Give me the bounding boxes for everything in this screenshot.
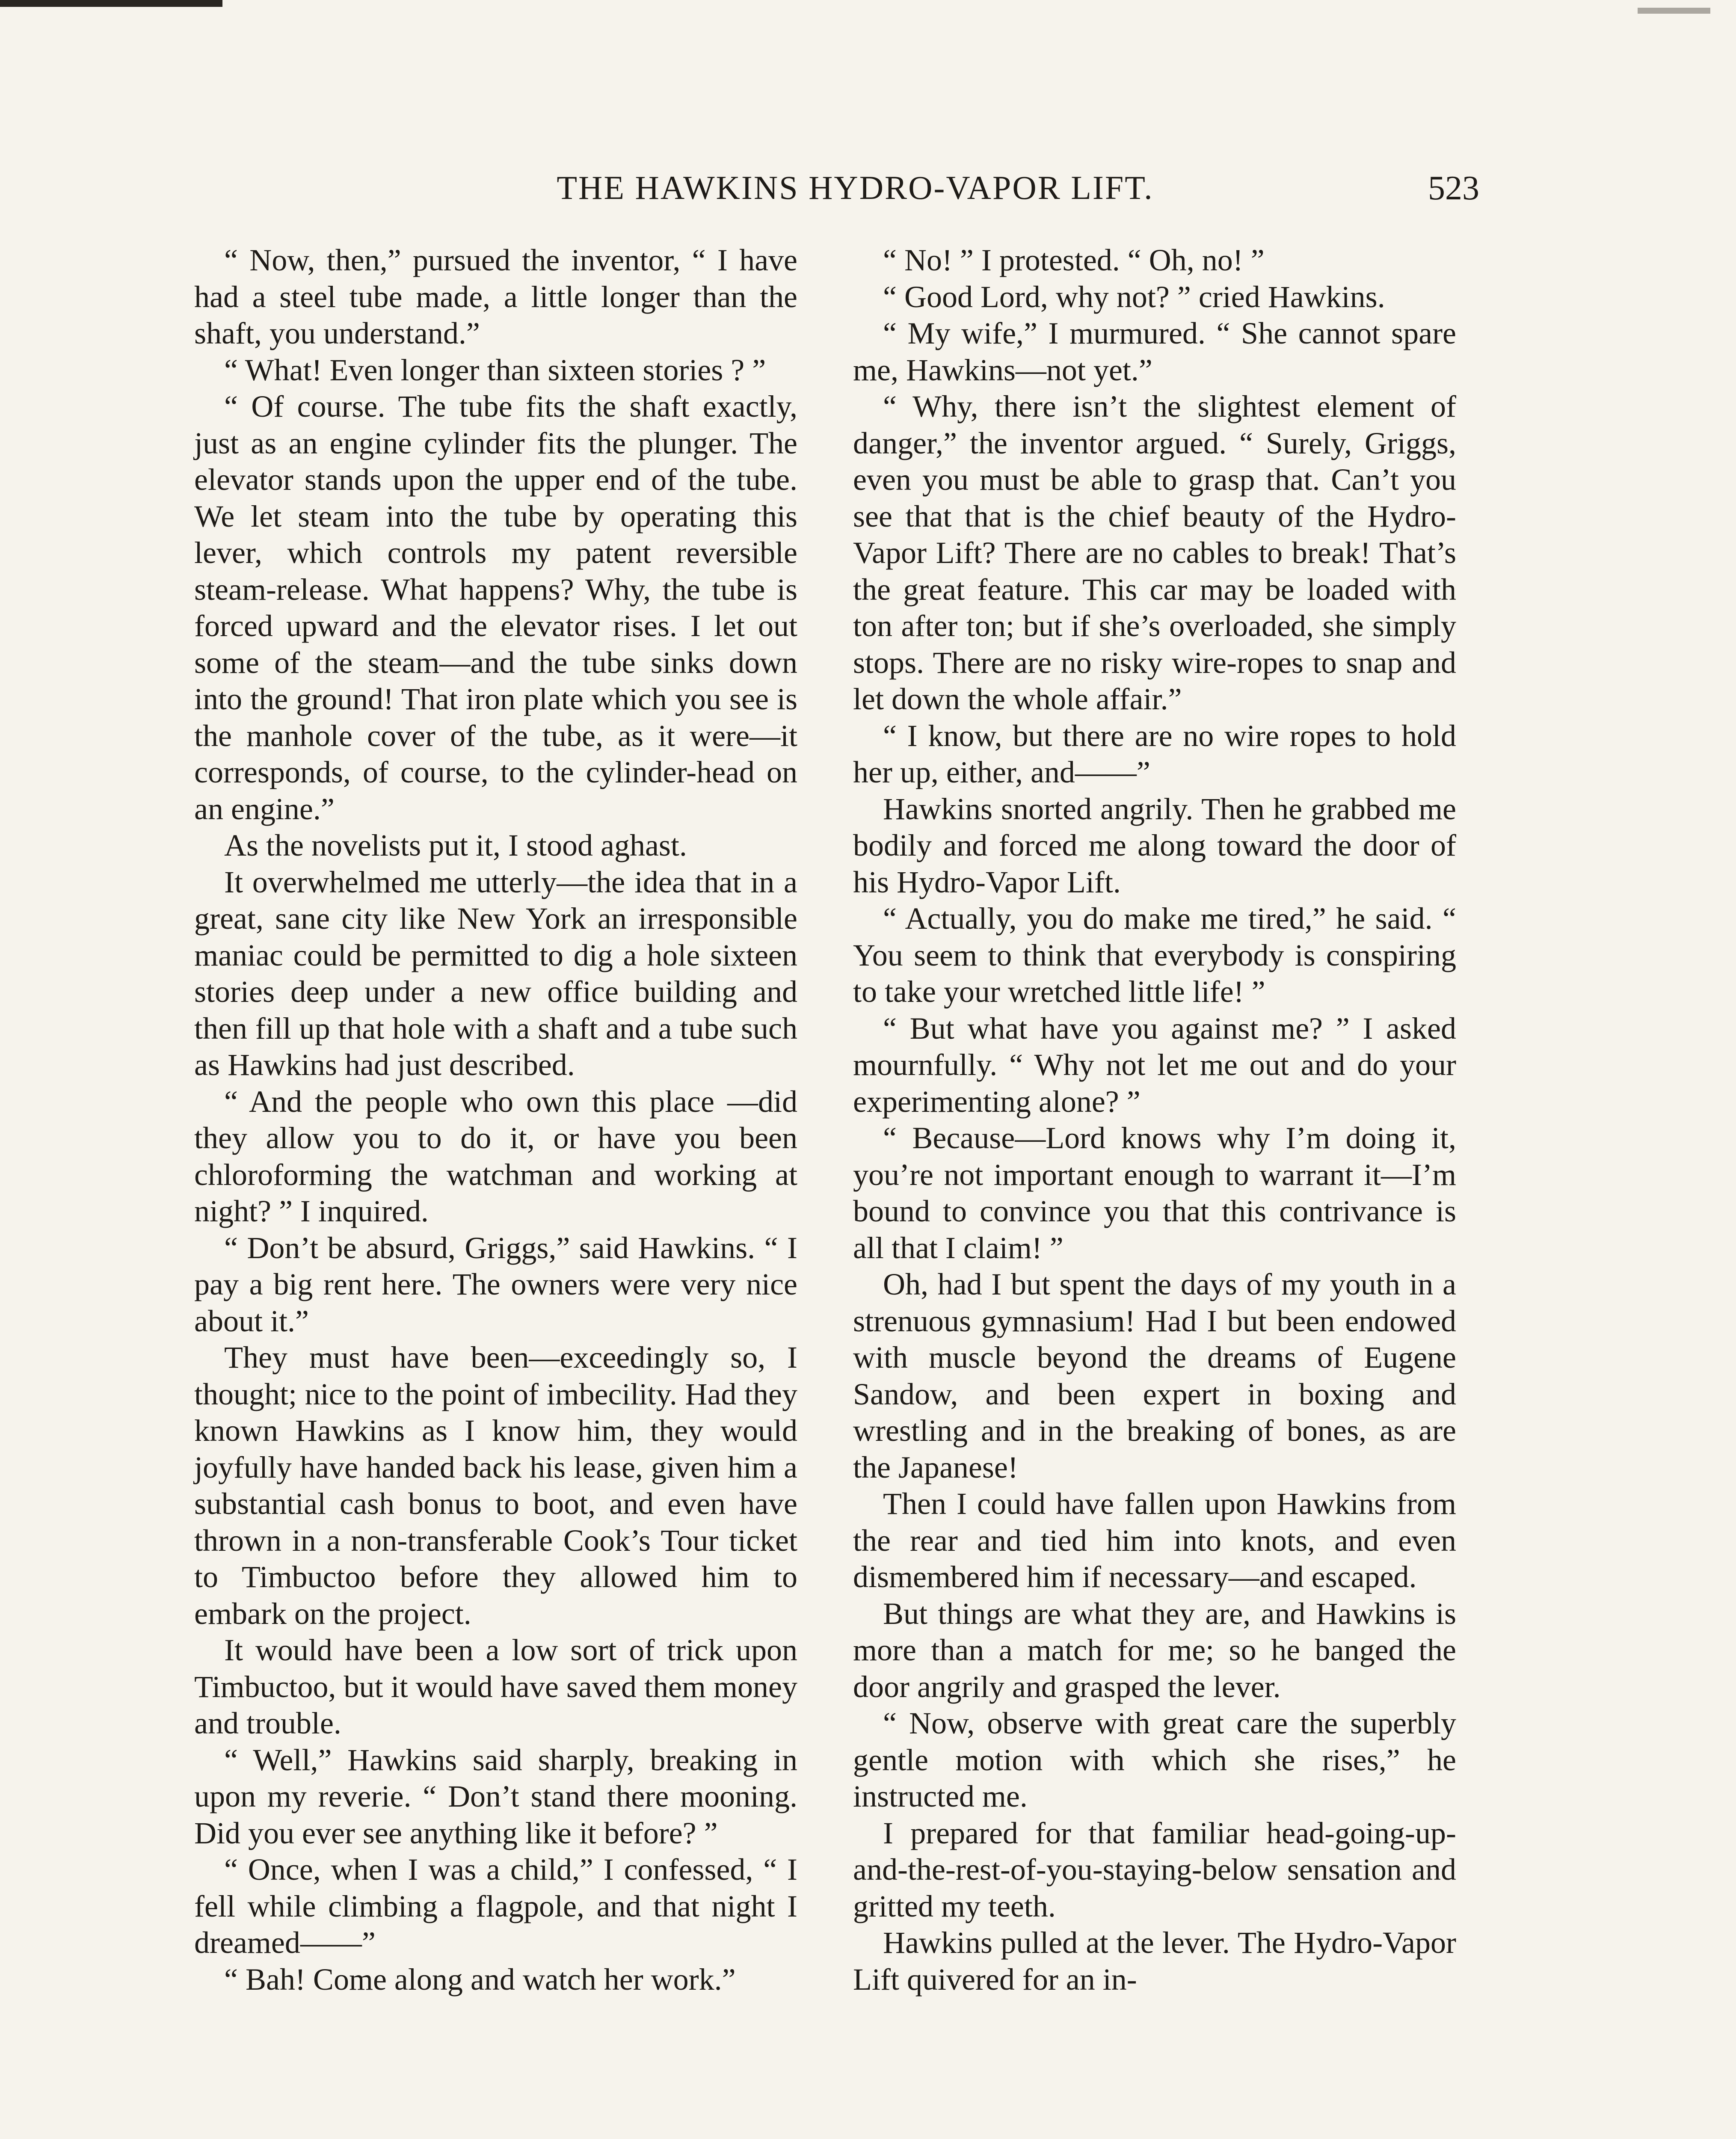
paragraph: “ I know, but there are no wire ropes to hold her up, either, and——” bbox=[853, 718, 1456, 789]
paragraph: “ Actually, you do make me tired,” he said. “ You seem to think that everybody is conspiring to take your wretched little life! ” bbox=[853, 901, 1456, 1009]
paragraph: “ Now, observe with great care the superbly gentle motion with which she rises,” he instructed me. bbox=[853, 1706, 1456, 1813]
paragraph: “ My wife,” I murmured. “ She cannot spare me, Hawkins—not yet.” bbox=[853, 316, 1456, 387]
paragraph: “ And the people who own this place —did they allow you to do it, or have you been chloroforming the watchman and working at night? ” I inquired. bbox=[194, 1084, 797, 1228]
paragraph: “ What! Even longer than sixteen stories ? ” bbox=[224, 353, 766, 387]
paragraph: “ But what have you against me? ” I asked mournfully. “ Why not let me out and do your experimenting alone? ” bbox=[853, 1011, 1456, 1119]
paragraph: “ Once, when I was a child,” I confessed, “ I fell while climbing a flagpole, and that night I dreamed——” bbox=[194, 1852, 797, 1960]
paragraph: It would have been a low sort of trick upon Timbuctoo, but it would have saved them money and trouble. bbox=[194, 1633, 797, 1740]
paragraph: “ Because—Lord knows why I’m doing it, you’re not important enough to warrant it—I’m bound to convince you that this contrivance is all that I claim! ” bbox=[853, 1121, 1456, 1265]
paragraph: “ Well,” Hawkins said sharply, breaking in upon my reverie. “ Don’t stand there mooning. Did you ever see anything like it before? ” bbox=[194, 1742, 797, 1850]
paragraph: “ Of course. The tube fits the shaft exactly, just as an engine cylinder fits the plunger. The elevator stands upon the upper end of the tube. We let steam into the tube by operating this lever, which controls my patent reversible steam-release. What happens? Why, the tube is forced upward and the elevator rises. I let out some of the steam—and the tube sinks down into the ground! That iron plate which you see is the manhole cover of the tube, as it were—it corresponds, of course, to the cylinder-head on an engine.” bbox=[194, 389, 797, 826]
paragraph: Then I could have fallen upon Hawkins from the rear and tied him into knots, and even dismembered him if necessary—and escaped. bbox=[853, 1487, 1456, 1594]
paragraph: They must have been—exceedingly so, I thought; nice to the point of imbecility. Had they known Hawkins as I know him, they would joyfully have handed back his lease, given him a substantial cash bonus to boot, and even have thrown in a non-transferable Cook’s Tour ticket to Timbuctoo before they allowed him to embark on the project. bbox=[194, 1340, 797, 1631]
paragraph: Hawkins pulled at the lever. The Hydro-Vapor Lift quivered for an in- bbox=[853, 1926, 1456, 1997]
paragraph: Oh, had I but spent the days of my youth in a strenuous gymnasium! Had I but been endowed with muscle beyond the dreams of Eugene Sandow, and been expert in boxing and wrestling and in the breaking of bones, as are the Japanese! bbox=[853, 1267, 1456, 1484]
paragraph: “ Why, there isn’t the slightest element of danger,” the inventor argued. “ Surely, Griggs, even you must be able to grasp that. Can’t you see that that is the chief beauty of the Hydro-Vapor Lift? There are no cables to break! That’s the great feature. This car may be loaded with ton after ton; but if she’s overloaded, she simply stops. There are no risky wire-ropes to snap and let down the whole affair.” bbox=[853, 389, 1456, 716]
page-edge-smudge bbox=[1638, 8, 1710, 14]
page-edge-shadow bbox=[0, 0, 222, 7]
paragraph: It overwhelmed me utterly—the idea that in a great, sane city like New York an irresponsible maniac could be permitted to dig a hole sixteen stories deep under a new office building and then fill up that hole with a shaft and a tube such as Hawkins had just described. bbox=[194, 865, 797, 1082]
page-number: 523 bbox=[1428, 169, 1479, 207]
paragraph: “ Good Lord, why not? ” cried Hawkins. bbox=[883, 279, 1385, 314]
paragraph: “ Now, then,” pursued the inventor, “ I have had a steel tube made, a little longer than the shaft, you understand.” bbox=[194, 243, 797, 350]
left-column bbox=[194, 242, 797, 1998]
paragraph: “ Don’t be absurd, Griggs,” said Hawkins. “ I pay a big rent here. The owners were very nice about it.” bbox=[194, 1230, 797, 1338]
right-column bbox=[853, 242, 1456, 1998]
paragraph: But things are what they are, and Hawkins is more than a match for me; so he banged the door angrily and grasped the lever. bbox=[853, 1596, 1456, 1704]
running-head: THE HAWKINS HYDRO-VAPOR LIFT. bbox=[557, 169, 1154, 206]
paragraph: “ Bah! Come along and watch her work.” bbox=[224, 1962, 736, 1997]
paragraph: Hawkins snorted angrily. Then he grabbed me bodily and forced me along toward the door of his Hydro-Vapor Lift. bbox=[853, 791, 1456, 899]
paragraph: “ No! ” I protested. “ Oh, no! ” bbox=[883, 243, 1265, 277]
paragraph: I prepared for that familiar head-going-up-and-the-rest-of-you-staying-below sensation and gritted my teeth. bbox=[853, 1816, 1456, 1923]
paragraph: As the novelists put it, I stood aghast. bbox=[224, 828, 687, 862]
